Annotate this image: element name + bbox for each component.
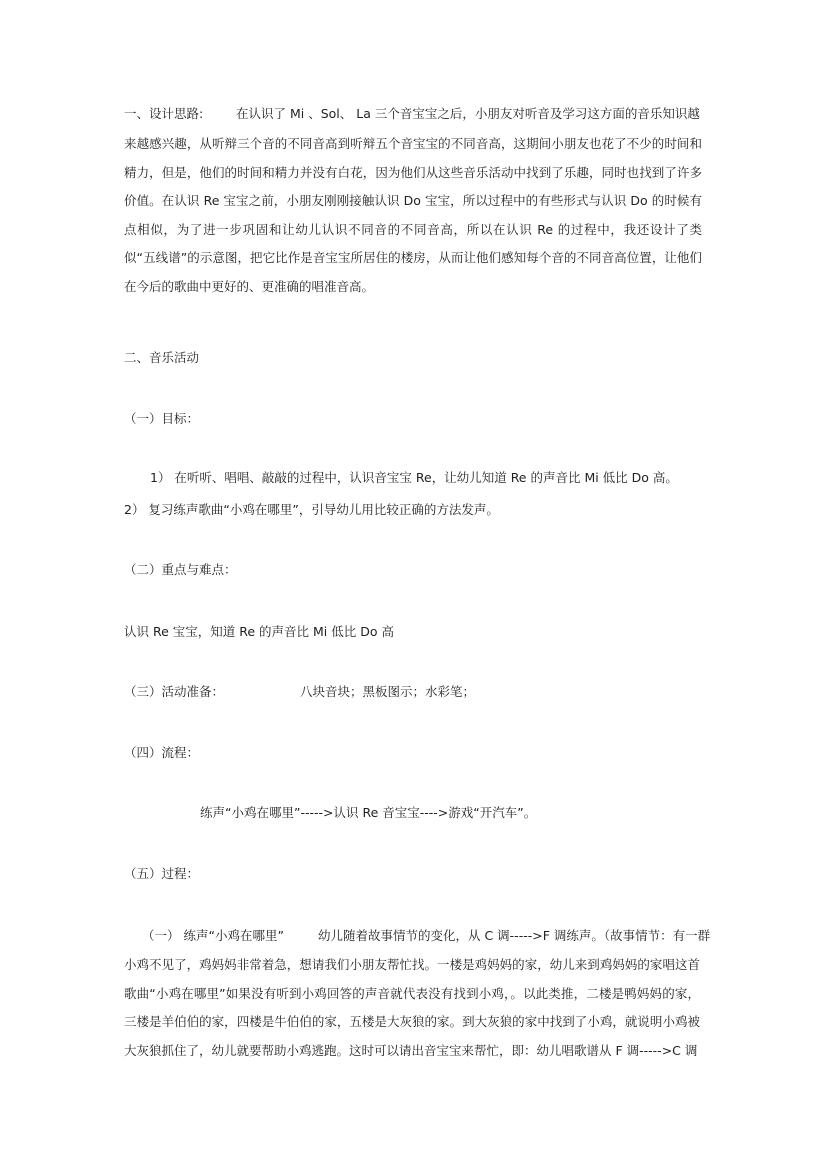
process-paragraph: 小鸡不见了，鸡妈妈非常着急，想请我们小朋友帮忙找。一楼是鸡妈妈的家，幼儿来到鸡妈妈的家唱这首歌曲“小鸡在哪里”如果没有听到小鸡回答的声音就代表没有找到小鸡，。以此类推，二楼是鸭妈妈的家，三楼是羊伯伯的家，四楼是牛伯伯的家，五楼是大灰狼的家。到大灰狼的家中找到了小鸡，就说明小鸡被大灰狼抓住了，幼儿就要帮助小鸡逃跑。这时可以请出音宝宝来帮忙，即：幼儿唱歌谱从 F 调----->C 调 [124, 957, 700, 1058]
key-points-heading: （二）重点与难点： [124, 562, 237, 577]
design-first-line: 在认识了 Mi 、Sol、 La 三个音宝宝之后，小朋友对听音及学习这方面的音乐知识越 [236, 106, 700, 121]
preparation-heading: （三）活动准备： [124, 684, 225, 699]
design-heading: 一、设计思路: [124, 106, 204, 121]
process-first-line: 幼儿随着故事情节的变化，从 C 调----->F 调练声。（故事情节：有一群 [318, 928, 711, 943]
process-heading: （五）过程： [124, 866, 200, 881]
goal-item-2: 2） 复习练声歌曲“小鸡在哪里”，引导幼儿用比较正确的方法发声。 [124, 502, 499, 517]
key-points-text: 认识 Re 宝宝，知道 Re 的声音比 Mi 低比 Do 高 [124, 624, 394, 639]
flow-heading: （四）流程： [124, 745, 200, 760]
process-step-label: （一） 练声“小鸡在哪里” [142, 928, 284, 943]
design-paragraph: 来越感兴趣，从听辩三个音的不同音高到听辩五个音宝宝的不同音高，这期间小朋友也花了不少的时间和精力，但是，他们的时间和精力并没有白花，因为他们从这些音乐活动中找到了乐趣，同时也找到了许多价值。在认识 Re 宝宝之前，小朋友刚刚接触认识 Do 宝宝，所以过程中的有些形式与认识 Do 的时候有点相似，为了进一步巩固和让幼儿认识不同音的不同音高，所以在认识 Re 的过程中，我还设计了类似“五线谱”的示意图，把它比作是音宝宝所居住的楼房，从而让他们感知每个音的不同音高位置，让他们在今后的歌曲中更好的、更准确的唱准音高。 [124, 136, 702, 294]
goal-item-1: 1） 在听听、唱唱、敲敲的过程中，认识音宝宝 Re，让幼儿知道 Re 的声音比 Mi 低比 Do 高。 [150, 470, 678, 485]
section-music-activity-heading: 二、音乐活动 [124, 350, 200, 365]
goals-heading: （一）目标： [124, 411, 200, 426]
preparation-text: 八块音块；黑板图示；水彩笔； [300, 684, 476, 699]
flow-text: 练声“小鸡在哪里”----->认识 Re 音宝宝---->游戏“开汽车”。 [200, 805, 537, 820]
